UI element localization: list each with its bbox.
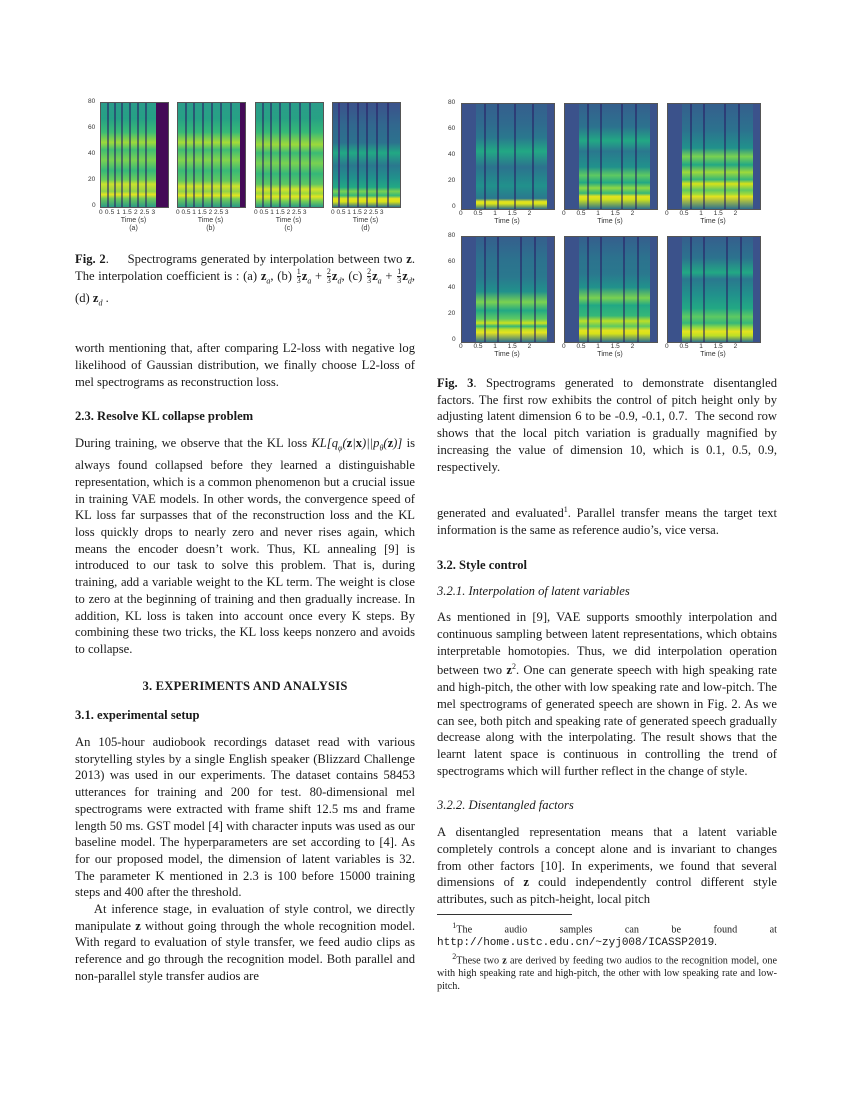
- fig3-xticks-r1-c3: 0 0.5 1 1.5 2: [665, 210, 738, 217]
- fig2-panel-a: [100, 102, 169, 208]
- fig3-ytick: 0: [452, 336, 456, 343]
- footnote-ref-1[interactable]: 1: [563, 505, 568, 515]
- footnote-divider: [437, 914, 572, 915]
- fig3-panel-r1-c1: [461, 103, 555, 210]
- audio-samples-link[interactable]: http://home.ustc.edu.cn/~zyj008/ICASSP2019: [437, 937, 715, 950]
- fig3-xticks-r1-c1: 0 0.5 1 1.5 2: [459, 210, 532, 217]
- fig3-caption: Fig. 3. Spectrograms generated to demonstrate disentangled factors. The first row exhibits the control of pitch height only by adjusting latent dimension 6 to be -0.9, -0.1, 0.7. The second row shows that the local pitch variation is gradually magnified by increasing the value of dimension 10, which is 0.1, 0.5, 0.9, respectively.: [437, 376, 777, 474]
- fig3-xlabel: Time (s): [494, 218, 520, 225]
- fig3-ytick: 80: [448, 99, 456, 106]
- fig3-xticks-r2-c1: 0 0.5 1 1.5 2: [459, 343, 532, 350]
- fig2-ytick: 60: [88, 124, 96, 131]
- figure-2: [80, 98, 420, 240]
- fig3-xlabel: Time (s): [700, 218, 726, 225]
- right-column: [437, 375, 777, 993]
- fig3-panel-r1-c2: [564, 103, 658, 210]
- fig3-xticks-r2-c2: 0 0.5 1 1.5 2: [562, 343, 635, 350]
- fig3-xticks-r1-c2: 0 0.5 1 1.5 2: [562, 210, 635, 217]
- fig2-xticks-b: 0 0.5 1 1.5 2 2.5 3: [176, 209, 229, 216]
- fig2-panel-c: [255, 102, 324, 208]
- fig2-sublabel-b: (b): [206, 225, 215, 232]
- fig3-xticks-r2-c3: 0 0.5 1 1.5 2: [665, 343, 738, 350]
- fig3-ytick: 80: [448, 232, 456, 239]
- footnote-2: $^2$These two z are derived by feeding two audios to the recognition model, one with high speaking rate and high-pitch, the other with low speaking rate and low-pitch.: [437, 952, 778, 993]
- fig2-sublabel-d: (d): [361, 225, 370, 232]
- paragraph-inference: At inference stage, in evaluation of style control, we directly manipulate z without going through the whole recognition model. With regard to evaluation of style transfer, we feed audio clips as reference and go through the recognition model. Both parallel and non-parallel style transfer audios are: [75, 902, 415, 983]
- section-heading-3-2-1: 3.2.1. Interpolation of latent variables: [437, 583, 630, 598]
- figure-3: [440, 98, 770, 360]
- section-heading-3-2: 3.2. Style control: [437, 557, 528, 572]
- paragraph-parallel-transfer: generated and evaluated$^1$. Parallel transfer means the target text information is the same as reference audio’s, vice versa.: [437, 505, 777, 538]
- fig3-xlabel: Time (s): [700, 351, 726, 358]
- fig3-panel-r2-c2: [564, 236, 658, 343]
- paragraph-kl-collapse: During training, we observe that the KL loss $KL[q_\varphi(z|x)||p_\theta(z)]$ is always found collapsed before they learned a distinguishable representation, which is a common phenomenon but a crucial issue in training VAE models. In other words, the convergence speed of KL loss far surpasses that of the reconstruction loss and the KL loss quickly drops to nearly zero and never rises again, which means the encoder doesn’t work. Thus, KL annealing [9] is introduced to our task to solve this problem. That is, during training, add a variable weight to the KL term. The weight is close to zero at the beginning of training and then gradually increase. In addition, KL loss is taken into account once every K steps. By combining these two tricks, the KL loss keeps nonzero and avoids to collapse.: [75, 435, 415, 656]
- fig2-xlabel-a: Time (s): [120, 217, 147, 224]
- fig3-xlabel: Time (s): [597, 351, 623, 358]
- fig3-ytick: 60: [448, 258, 456, 265]
- paragraph-interpolation: As mentioned in [9], VAE supports smoothly interpolation and continuous sampling between latent representations, which obtains interpretable homotopies. Thus, we did interpolation operation between two $z^2$. One can generate speech with high speaking rate and high-pitch, the other with low speaking rate and low-pitch. The mel spectrograms of generated speech are shown in Fig. 2. As we can see, both pitch and speaking rate of generated speech gradually decrease along with the interpolating. The result shows that the learnt latent space is continuous in controlling the trend of spectrograms which will further reflect in the change of style.: [437, 610, 777, 778]
- fig3-xlabel: Time (s): [494, 351, 520, 358]
- fig3-ytick: 20: [448, 310, 456, 317]
- fig2-caption-label: Fig. 2: [75, 252, 106, 266]
- fig2-panel-d: [332, 102, 401, 208]
- left-column: [75, 251, 415, 985]
- section-heading-3-2-2: 3.2.2. Disentangled factors: [437, 798, 574, 813]
- fig2-caption: Fig. 2. Spectrograms generated by interpolation between two z. The interpolation coefficient is : (a) $z_a$, (b) $\frac{1}{3}$ $z_a$ + $\frac{2}{3}$ $z_d$, (c) $\frac{2}{3}$ $z_a$ + $\frac{1}{3}$ $z_d$, (d) $z_d$ .: [75, 252, 415, 308]
- fig2-sublabel-a: (a): [129, 225, 138, 232]
- fig3-ytick: 40: [448, 284, 456, 291]
- fig3-ytick: 20: [448, 177, 456, 184]
- fig3-panel-r2-c3: [667, 236, 761, 343]
- kl-loss-formula: $KL[q_\varphi(z|x)||p_\theta(z)]$: [311, 435, 403, 453]
- fig2-xlabel-c: Time (s): [275, 217, 302, 224]
- paragraph-loss-choice: worth mentioning that, after comparing L2-loss with negative log likelihood of Gaussian distribution, we finally choose L2-loss of mel spectrograms as reconstruction loss.: [75, 341, 415, 389]
- fig3-xlabel: Time (s): [597, 218, 623, 225]
- fig2-panel-b: [177, 102, 246, 208]
- footnote-1: $^1$The audio samples can be found at http://home.ustc.edu.cn/~zyj008/ICASSP2019.: [437, 920, 777, 950]
- section-heading-3-1: 3.1. experimental setup: [75, 708, 200, 723]
- fig2-xticks-d: 0 0.5 1 1.5 2 2.5 3: [331, 209, 384, 216]
- footnote-ref-2[interactable]: 2: [511, 662, 516, 672]
- fig3-ytick: 40: [448, 151, 456, 158]
- fig2-ytick: 20: [88, 176, 96, 183]
- section-heading-2-3: 2.3. Resolve KL collapse problem: [75, 409, 254, 424]
- fig2-xlabel-d: Time (s): [352, 217, 379, 224]
- fig3-panel-r1-c3: [667, 103, 761, 210]
- fig2-xlabel-b: Time (s): [197, 217, 224, 224]
- fig2-xticks-a: 0 0.5 1 1.5 2 2.5 3: [99, 209, 156, 216]
- fig3-ytick: 0: [452, 203, 456, 210]
- paragraph-disentangled: A disentangled representation means that a latent variable completely controls a concept alone and is invariant to changes from other factors [10]. In experiments, we found that several dimensions of z could independently control different style attributes, such as pitch-height, local pitch: [437, 825, 777, 906]
- fig3-caption-label: Fig. 3: [437, 376, 474, 390]
- fig2-ytick: 0: [92, 202, 96, 209]
- fig2-sublabel-c: (c): [284, 225, 293, 232]
- fig2-ytick: 40: [88, 150, 96, 157]
- fig3-panel-r2-c1: [461, 236, 555, 343]
- fig2-xticks-c: 0 0.5 1 1.5 2 2.5 3: [254, 209, 307, 216]
- paragraph-experimental-setup: An 105-hour audiobook recordings dataset read with various storytelling styles by a single English speaker (Blizzard Challenge 2013) was used in our experiments. The dataset contains 58453 utterances for training and 200 for test. 80-dimensional mel spectrograms were extracted with frame shift 12.5 ms and frame length 50 ms. GST model [4] with character inputs was used as our baseline model. The hyperparameters are set according to [4]. As for our proposed model, the dimension of latent variables is 32. The parameter K mentioned in 2.3 is 100 before 15000 training steps and 400 after the threshold.: [75, 735, 415, 900]
- fig3-ytick: 60: [448, 125, 456, 132]
- fig2-ytick: 80: [88, 98, 96, 105]
- section-heading-3: 3. EXPERIMENTS AND ANALYSIS: [142, 678, 348, 693]
